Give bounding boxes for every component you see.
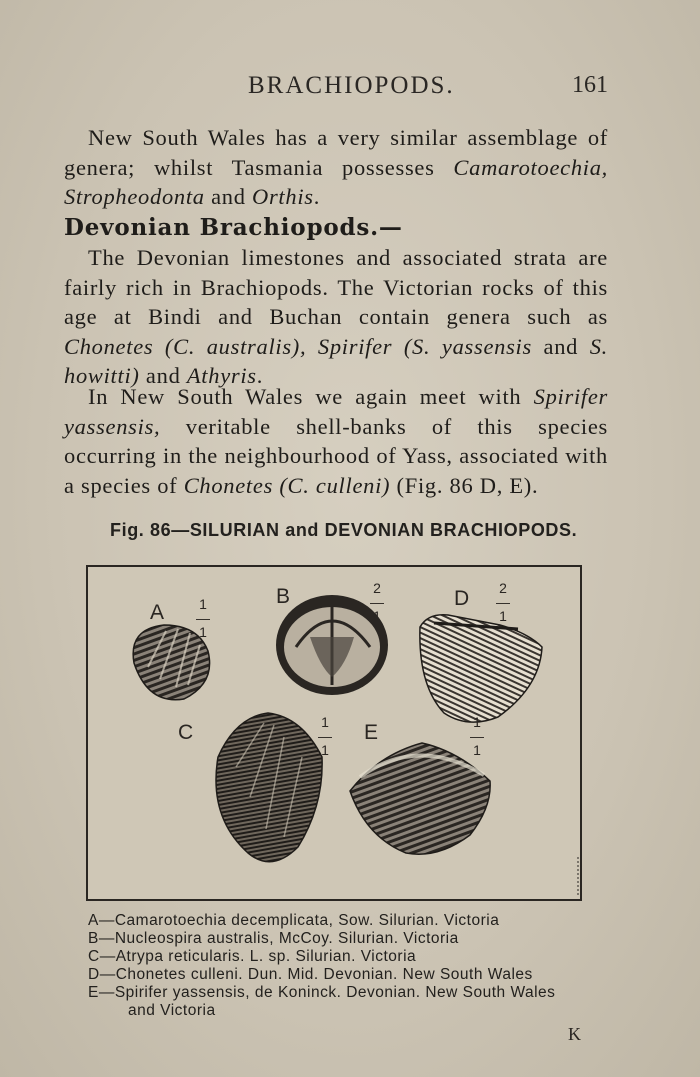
label-e: E: [364, 721, 379, 744]
italic-run: S. howitti): [64, 333, 608, 388]
text-run: and: [531, 333, 590, 359]
signature-mark: K: [568, 1024, 581, 1044]
label-b: B: [276, 585, 291, 608]
label-a: A: [150, 601, 165, 624]
text-run: New South Wales has a very similar assemblage of genera; whilst Tasmania possesses: [64, 125, 608, 180]
text-run: and: [204, 184, 253, 209]
section-heading: Devonian Brachiopods.—: [64, 214, 403, 241]
scale-b: 2 — 1: [370, 580, 384, 624]
text-run: and: [139, 363, 187, 388]
scale-a: 1 — 1: [196, 596, 210, 640]
specimen-c-shell: [216, 713, 322, 862]
italic-run: Spirifer yassensis,: [64, 384, 608, 439]
scale-e: 1 — 1: [470, 714, 484, 758]
running-title: BRACHIOPODS.: [248, 72, 455, 99]
paragraph-1: [64, 123, 608, 212]
legend-item-d: D—Chonetes culleni. Dun. Mid. Devonian. New South Wales: [88, 966, 533, 983]
legend-item-c: C—Atrypa reticularis. L. sp. Silurian. Victoria: [88, 948, 417, 965]
figure-caption: Fig. 86—SILURIAN and DEVONIAN BRACHIOPODS.: [110, 520, 578, 540]
italic-run: Orthis: [252, 184, 314, 209]
running-head: [64, 72, 608, 106]
text-run: The Devonian limestones and associated strata are fairly rich in Brachiopods. The Victorian rocks of this age at Bindi and Buchan contain genera such as: [64, 245, 608, 329]
label-c: C: [178, 721, 194, 744]
italic-run: Camarotoechia, Stropheodonta: [64, 154, 608, 209]
figure-legend: [88, 912, 608, 1020]
figure-illustration: [86, 565, 582, 901]
text-run: (Fig. 86 D, E).: [390, 472, 539, 498]
legend-item-a: A—Camarotoechia decemplicata, Sow. Silurian. Victoria: [88, 912, 500, 929]
italic-run: Athyris: [186, 363, 257, 388]
paragraph-2: [64, 243, 608, 391]
scale-d: 2 — 1: [496, 580, 510, 624]
legend-item-e: E—Spirifer yassensis, de Koninck. Devonian. New South Wales: [88, 984, 556, 1001]
page-number: 161: [572, 72, 608, 98]
text-run: .: [256, 363, 264, 388]
specimen-e-shell: [350, 743, 490, 854]
scale-c: 1 — 1: [318, 714, 332, 758]
label-d: D: [454, 587, 470, 610]
italic-run: Chonetes (C. culleni): [183, 472, 391, 498]
text-run: .: [313, 184, 321, 209]
text-run: In New South Wales we again meet with: [88, 384, 534, 409]
legend-item-e-continued: and Victoria: [128, 1002, 216, 1019]
legend-item-b: B—Nucleospira australis, McCoy. Silurian. Victoria: [88, 930, 459, 947]
text-run: veritable shell-banks of this species occurring in the neighbourhood of Yass, associated with a species of: [64, 413, 608, 498]
paragraph-3: [64, 382, 608, 500]
specimen-d-shell: [420, 615, 542, 722]
italic-run: Chonetes (C. australis), Spirifer (S. yassensis: [64, 333, 532, 359]
